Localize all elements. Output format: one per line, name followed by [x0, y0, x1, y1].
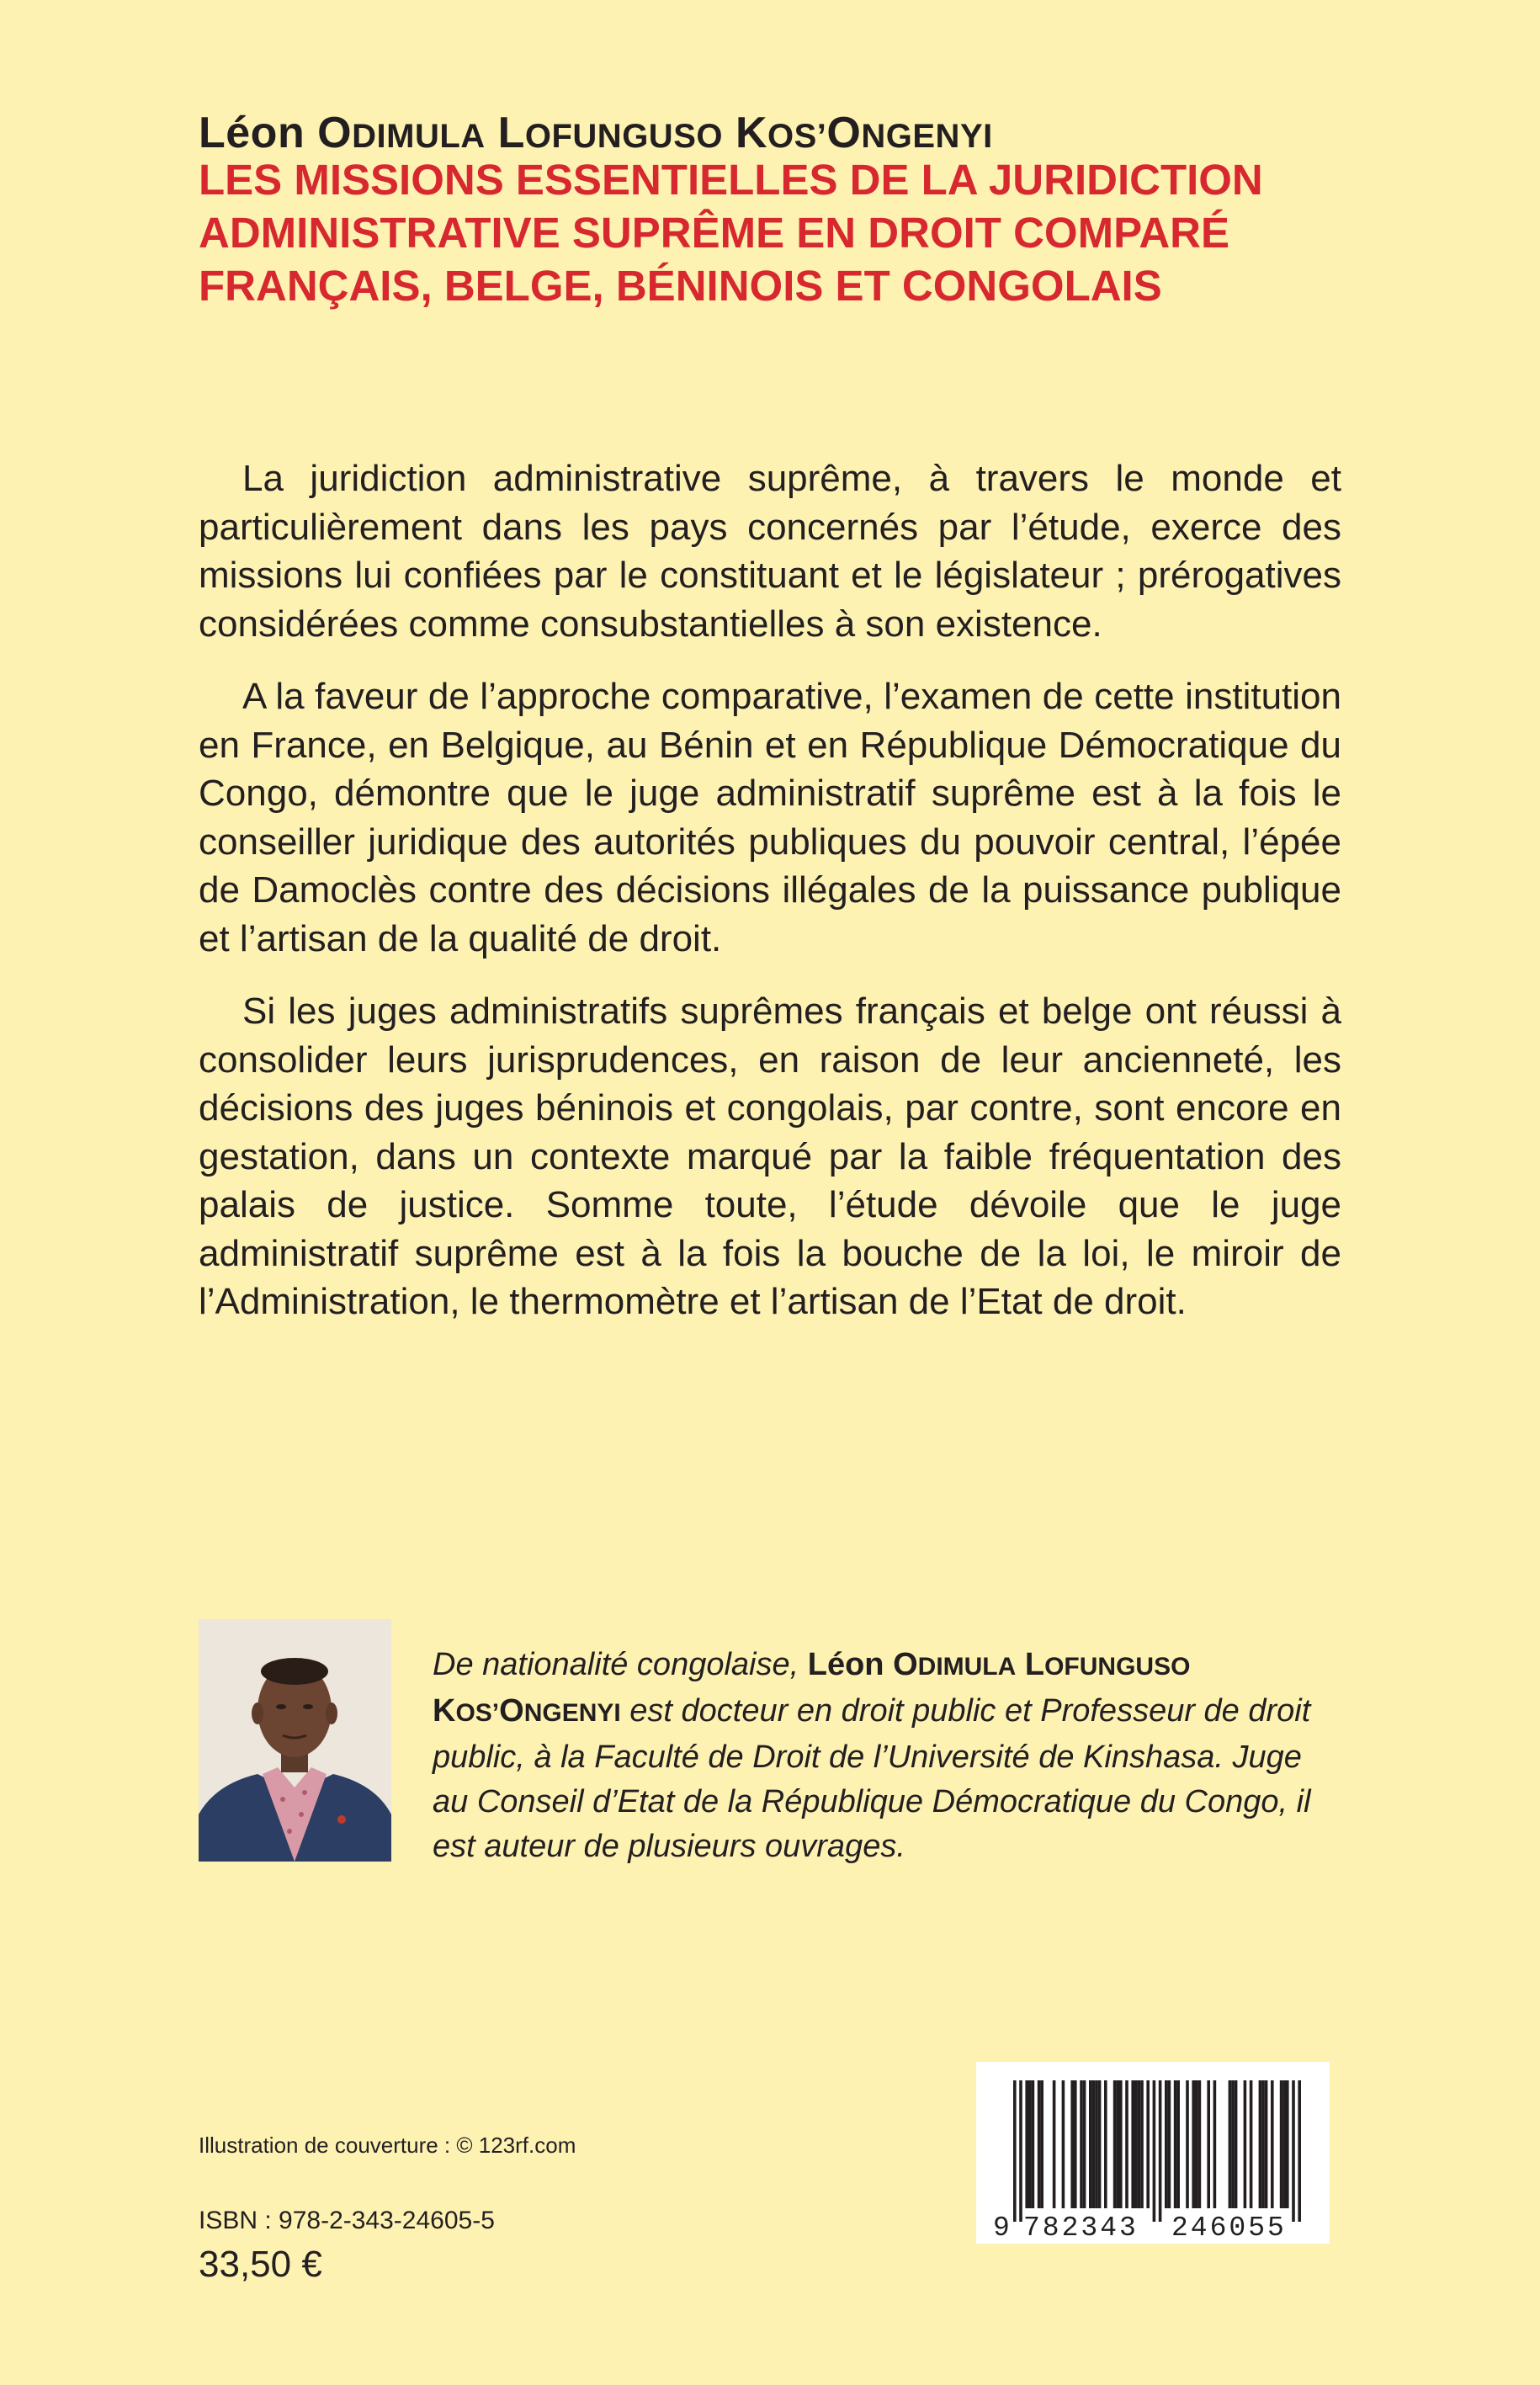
- barcode-bar: [1250, 2080, 1253, 2208]
- barcode-bar: [1207, 2080, 1210, 2208]
- barcode-bar: [1195, 2080, 1198, 2208]
- barcode-bar: [1280, 2080, 1283, 2208]
- barcode-bar: [1198, 2080, 1202, 2208]
- barcode-bar: [1231, 2080, 1235, 2208]
- barcode-bar: [1104, 2080, 1107, 2208]
- barcode-bar: [1140, 2080, 1144, 2208]
- barcode-bar: [1119, 2080, 1123, 2208]
- price: 33,50 €: [199, 2244, 322, 2285]
- barcode-bar: [1098, 2080, 1102, 2208]
- barcode-bar: [1053, 2080, 1056, 2208]
- barcode-right-digits: 246055: [1171, 2212, 1287, 2244]
- barcode-bar: [1089, 2080, 1092, 2208]
- barcode-bar: [1125, 2080, 1128, 2208]
- barcode-bar: [1019, 2080, 1022, 2222]
- barcode-bar: [1286, 2080, 1289, 2208]
- barcode-bar: [1292, 2080, 1295, 2222]
- book-title: [199, 153, 1377, 312]
- summary-paragraph: Si les juges administratifs suprêmes français et belge ont réussi à consolider leurs jurisprudences, en raison de leur ancienneté, les décisions des juges béninois et congolais, par contre, sont encore en gestation, dans un contexte marqué par la faible fréquentation des palais de justice. Somme toute, l’étude dévoile que le juge administratif suprême est à la fois la bouche de la loi, le miroir de l’Administration, le thermomètre et l’artisan de l’Etat de droit.: [199, 991, 1341, 1322]
- barcode-bar: [1028, 2080, 1032, 2208]
- barcode-bar: [1174, 2080, 1177, 2208]
- barcode-bar: [1265, 2080, 1268, 2208]
- barcode-bar: [1282, 2080, 1286, 2208]
- author-name: Léon ODIMULA LOFUNGUSO KOS’ONGENYI: [199, 109, 993, 157]
- barcode-bar: [1131, 2080, 1134, 2208]
- barcode-bar: [1083, 2080, 1086, 2208]
- barcode-bar: [1165, 2080, 1168, 2208]
- barcode-bar: [1116, 2080, 1119, 2208]
- barcode-bar: [1013, 2080, 1017, 2222]
- author-bio: De nationalité congolaise, Léon ODIMULA LOFUNGUSO KOS’ONGENYI est docteur en droit public et Professeur de droit public, à la Faculté de Droit de l’Université de Kinshasa. Juge au Conseil d’Etat de la République Démocratique du Congo, il est auteur de plusieurs ouvrages.: [433, 1647, 1311, 1864]
- barcode-bar: [1092, 2080, 1096, 2208]
- barcode-bar: [1138, 2080, 1141, 2208]
- barcode-bar: [1113, 2080, 1117, 2208]
- barcode-bar: [1159, 2080, 1162, 2222]
- barcode-bar: [1235, 2080, 1238, 2208]
- author-portrait-illustration: [199, 1619, 391, 1862]
- summary-paragraph: A la faveur de l’approche comparative, l’examen de cette institution en France, en Belgique, au Bénin et en République Démocratique du Congo, démontre que le juge administratif suprême est à la fois le conseiller juridique des autorités publiques du pouvoir central, l’épée de Damoclès contre des décisions illégales de la puissance publique et l’artisan de la qualité de droit.: [199, 676, 1341, 959]
- title-line: ADMINISTRATIVE SUPRÊME EN DROIT COMPARÉ: [199, 209, 1229, 257]
- barcode-bar: [1192, 2080, 1195, 2208]
- barcode-bar: [1080, 2080, 1083, 2208]
- title-line: FRANÇAIS, BELGE, BÉNINOIS ET CONGOLAIS: [199, 262, 1162, 310]
- barcode-bar: [1074, 2080, 1077, 2208]
- barcode-bar: [1040, 2080, 1043, 2208]
- barcode-bar: [1146, 2080, 1150, 2208]
- barcode-bar: [1025, 2080, 1028, 2208]
- barcode: [976, 2062, 1330, 2244]
- barcode-bar: [1062, 2080, 1065, 2208]
- barcode-bar: [1271, 2080, 1274, 2208]
- barcode-bar: [1134, 2080, 1138, 2208]
- barcode-graphic: [976, 2062, 1330, 2244]
- barcode-bar: [1261, 2080, 1265, 2208]
- barcode-bar: [1229, 2080, 1232, 2208]
- barcode-first-digit: 9: [993, 2212, 1010, 2244]
- barcode-bar: [1176, 2080, 1180, 2208]
- barcode-bar: [1032, 2080, 1035, 2208]
- barcode-bar: [1213, 2080, 1217, 2208]
- barcode-bar: [1153, 2080, 1156, 2222]
- barcode-bar: [1038, 2080, 1041, 2208]
- barcode-bar: [1298, 2080, 1301, 2222]
- barcode-left-digits: 782343: [1023, 2212, 1139, 2244]
- summary: [199, 454, 1341, 1351]
- author-photo: [199, 1619, 391, 1862]
- barcode-bar: [1095, 2080, 1098, 2208]
- barcode-bar: [1168, 2080, 1171, 2208]
- barcode-bar: [1259, 2080, 1262, 2208]
- bio-author-name: Léon ODIMULA LOFUNGUSO KOS’ONGENYI: [433, 1647, 1191, 1729]
- barcode-bar: [1070, 2080, 1074, 2208]
- barcode-bar: [1244, 2080, 1247, 2208]
- illustration-credit: Illustration de couverture : © 123rf.com: [199, 2133, 576, 2158]
- title-line: LES MISSIONS ESSENTIELLES DE LA JURIDICTION: [199, 156, 1263, 204]
- isbn: ISBN : 978-2-343-24605-5: [199, 2207, 495, 2234]
- summary-paragraph: La juridiction administrative suprême, à travers le monde et particulièrement dans les pays concernés par l’étude, exerce des missions lui confiées par le constituant et le législateur ; prérogatives considérées comme consubstantielles à son existence.: [199, 458, 1341, 645]
- barcode-bar: [1186, 2080, 1189, 2208]
